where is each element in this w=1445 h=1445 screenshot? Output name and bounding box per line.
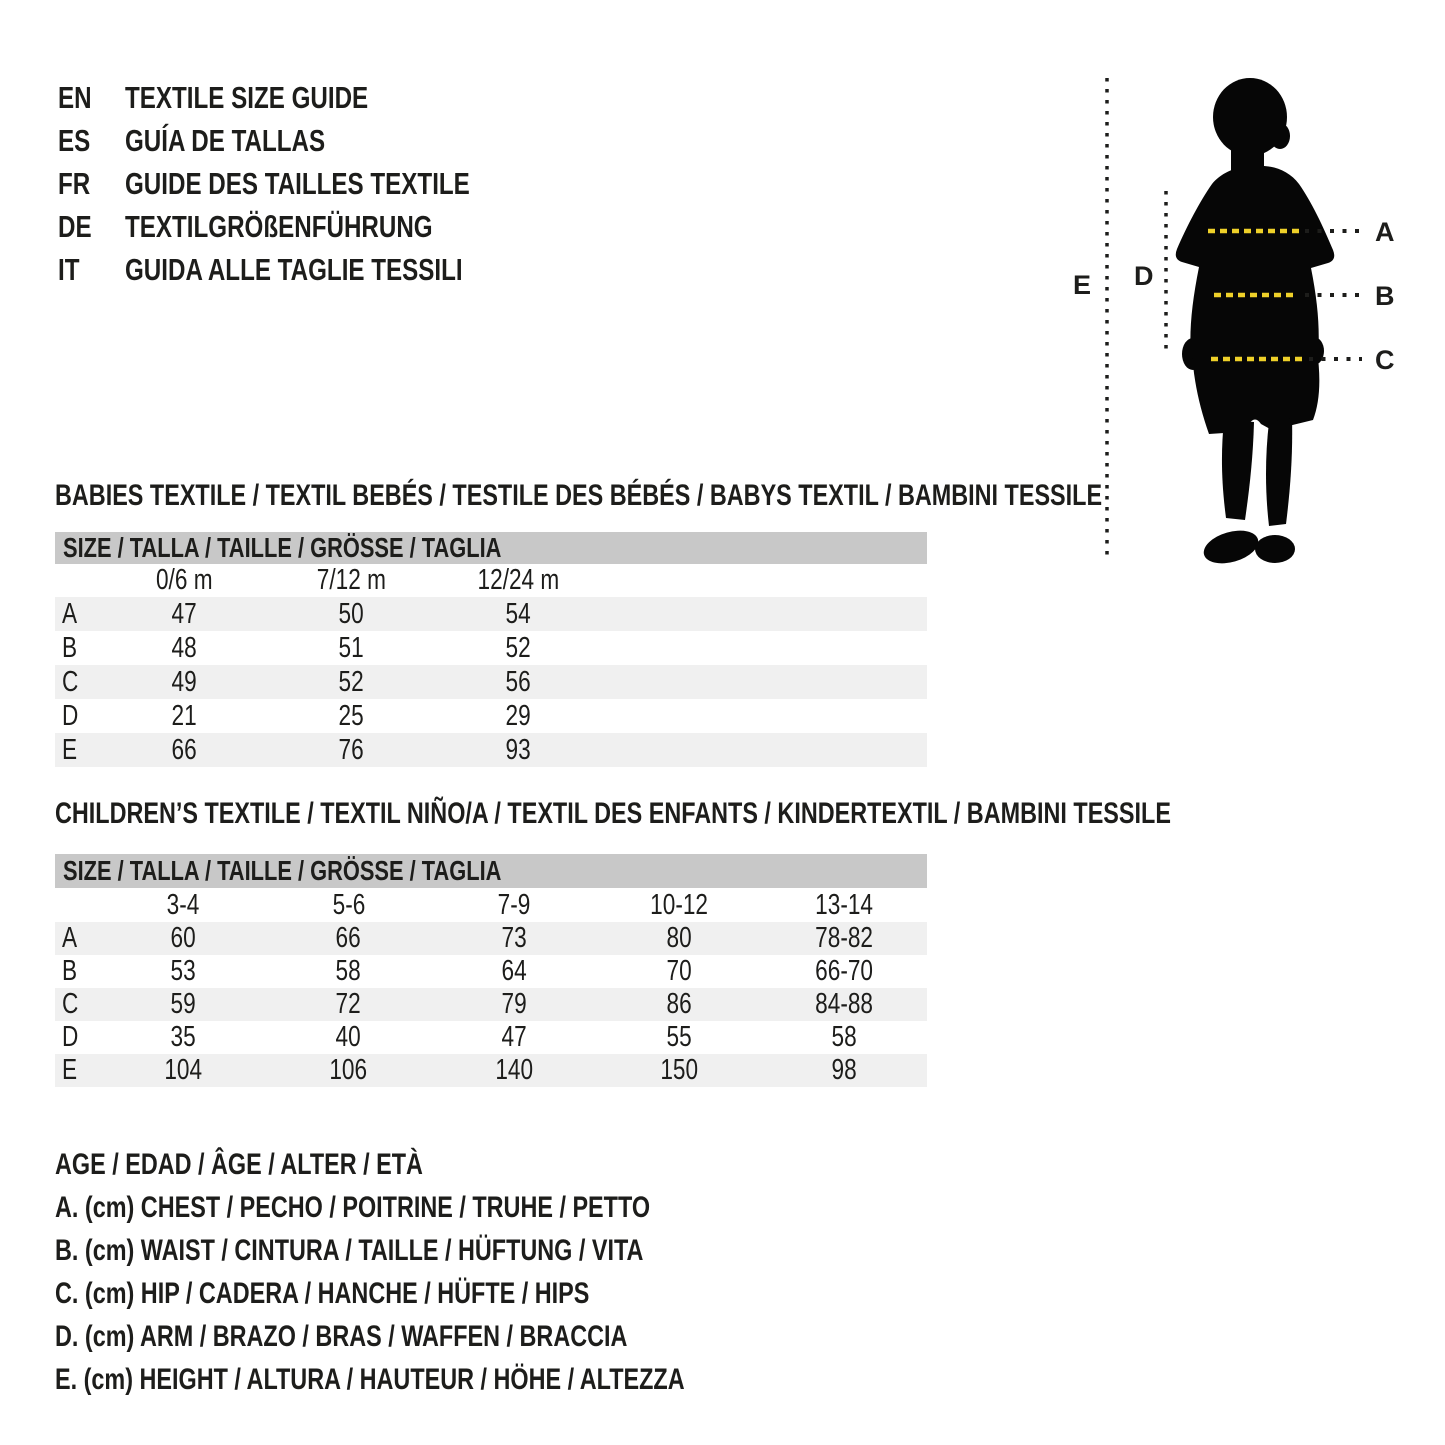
cell: 47 bbox=[171, 597, 198, 630]
row-label: E bbox=[62, 1054, 78, 1086]
row-label: B bbox=[62, 631, 78, 664]
children-section-title: CHILDREN’S TEXTILE / TEXTIL NIÑO/A / TEXTIL DES ENFANTS / KINDERTEXTIL / BAMBINI TESSILE bbox=[55, 797, 1171, 830]
cell: 64 bbox=[501, 955, 527, 987]
measure-label-c: C bbox=[1375, 345, 1395, 375]
row-label: A bbox=[62, 922, 78, 954]
row-label: C bbox=[62, 988, 79, 1020]
column-header: 5-6 bbox=[332, 888, 365, 921]
cell: 35 bbox=[170, 1021, 196, 1053]
cell: 66-70 bbox=[815, 955, 874, 987]
cell: 104 bbox=[164, 1054, 203, 1086]
cell: 98 bbox=[831, 1054, 857, 1086]
column-header: 12/24 m bbox=[477, 564, 560, 596]
language-title: GUIDA ALLE TAGLIE TESSILI bbox=[125, 252, 463, 287]
cell: 106 bbox=[329, 1054, 368, 1086]
language-title: TEXTILGRÖßENFÜHRUNG bbox=[125, 209, 433, 244]
row-label: D bbox=[62, 1021, 79, 1053]
column-header-row bbox=[55, 564, 927, 597]
cell: 51 bbox=[338, 631, 365, 664]
measure-label-e: E bbox=[1073, 270, 1092, 300]
cell: 60 bbox=[170, 922, 196, 954]
column-header: 7-9 bbox=[497, 888, 531, 921]
cell: 58 bbox=[335, 955, 362, 987]
cell: 50 bbox=[338, 597, 365, 630]
row-label: E bbox=[62, 733, 78, 766]
language-title: TEXTILE SIZE GUIDE bbox=[125, 80, 369, 115]
row-label-spacer bbox=[55, 888, 101, 922]
cell: 80 bbox=[666, 922, 692, 954]
children-size-table bbox=[55, 854, 927, 1087]
cell: 52 bbox=[338, 665, 365, 698]
column-header: 13-14 bbox=[815, 888, 874, 921]
cell: 52 bbox=[505, 631, 532, 664]
cell: 73 bbox=[501, 922, 527, 954]
column-header: 7/12 m bbox=[316, 564, 387, 596]
cell: 84-88 bbox=[815, 988, 874, 1020]
table-row bbox=[55, 699, 927, 733]
language-title: GUÍA DE TALLAS bbox=[125, 123, 326, 158]
babies-size-table bbox=[55, 532, 927, 767]
table-row bbox=[55, 955, 927, 988]
language-code: EN bbox=[58, 80, 92, 115]
cell: 40 bbox=[335, 1021, 362, 1053]
cell: 66 bbox=[171, 733, 198, 766]
size-header-bar: SIZE / TALLA / TAILLE / GRÖSSE / TAGLIA bbox=[55, 854, 927, 888]
table-row bbox=[55, 1054, 927, 1087]
cell: 70 bbox=[666, 955, 692, 987]
cell: 49 bbox=[171, 665, 198, 698]
babies-section-title: BABIES TEXTILE / TEXTIL BEBÉS / TESTILE DES BÉBÉS / BABYS TEXTIL / BAMBINI TESSILE bbox=[55, 479, 1103, 512]
table-row bbox=[55, 597, 927, 631]
cell: 21 bbox=[171, 699, 198, 732]
column-header: 10-12 bbox=[650, 888, 708, 921]
language-code: IT bbox=[58, 252, 80, 287]
cell: 93 bbox=[505, 733, 532, 766]
cell: 56 bbox=[505, 665, 532, 698]
legend-line-height: E. (cm) HEIGHT / ALTURA / HAUTEUR / HÖHE / ALTEZZA bbox=[55, 1363, 685, 1396]
column-header-row bbox=[55, 888, 927, 922]
cell: 79 bbox=[501, 988, 527, 1020]
table-row bbox=[55, 733, 927, 767]
measure-label-b: B bbox=[1375, 281, 1395, 311]
legend-line-chest: A. (cm) CHEST / PECHO / POITRINE / TRUHE / PETTO bbox=[55, 1191, 651, 1224]
row-label: A bbox=[62, 597, 78, 630]
cell: 59 bbox=[170, 988, 196, 1020]
legend-line-arm: D. (cm) ARM / BRAZO / BRAS / WAFFEN / BRACCIA bbox=[55, 1320, 628, 1353]
measure-label-d: D bbox=[1134, 261, 1154, 291]
legend-line-hip: C. (cm) HIP / CADERA / HANCHE / HÜFTE / HIPS bbox=[55, 1277, 590, 1310]
row-label: B bbox=[62, 955, 78, 987]
cell: 29 bbox=[505, 699, 532, 732]
column-header: 3-4 bbox=[166, 888, 200, 921]
cell: 54 bbox=[505, 597, 532, 630]
cell: 140 bbox=[494, 1054, 533, 1086]
cell: 86 bbox=[666, 988, 692, 1020]
size-header-bar: SIZE / TALLA / TAILLE / GRÖSSE / TAGLIA bbox=[55, 532, 927, 564]
legend-line-age: AGE / EDAD / ÂGE / ALTER / ETÀ bbox=[55, 1148, 423, 1181]
column-header: 0/6 m bbox=[156, 564, 213, 596]
measure-label-a: A bbox=[1375, 217, 1395, 247]
cell: 25 bbox=[338, 699, 365, 732]
legend-line-waist: B. (cm) WAIST / CINTURA / TAILLE / HÜFTUNG / VITA bbox=[55, 1234, 644, 1267]
language-code: FR bbox=[58, 166, 91, 201]
cell: 48 bbox=[171, 631, 198, 664]
table-row bbox=[55, 922, 927, 955]
cell: 66 bbox=[335, 922, 362, 954]
row-label: C bbox=[62, 665, 79, 698]
language-code: DE bbox=[58, 209, 92, 244]
table-row bbox=[55, 988, 927, 1021]
cell: 72 bbox=[335, 988, 362, 1020]
cell: 55 bbox=[666, 1021, 692, 1053]
row-label: D bbox=[62, 699, 79, 732]
language-code: ES bbox=[58, 123, 91, 158]
row-label-spacer bbox=[55, 564, 101, 597]
cell: 76 bbox=[338, 733, 365, 766]
cell: 47 bbox=[501, 1021, 527, 1053]
cell: 150 bbox=[660, 1054, 698, 1086]
cell: 53 bbox=[170, 955, 196, 987]
cell: 78-82 bbox=[815, 922, 874, 954]
table-row bbox=[55, 1021, 927, 1054]
table-row bbox=[55, 631, 927, 665]
table-row bbox=[55, 665, 927, 699]
language-title: GUIDE DES TAILLES TEXTILE bbox=[125, 166, 470, 201]
cell: 58 bbox=[831, 1021, 857, 1053]
